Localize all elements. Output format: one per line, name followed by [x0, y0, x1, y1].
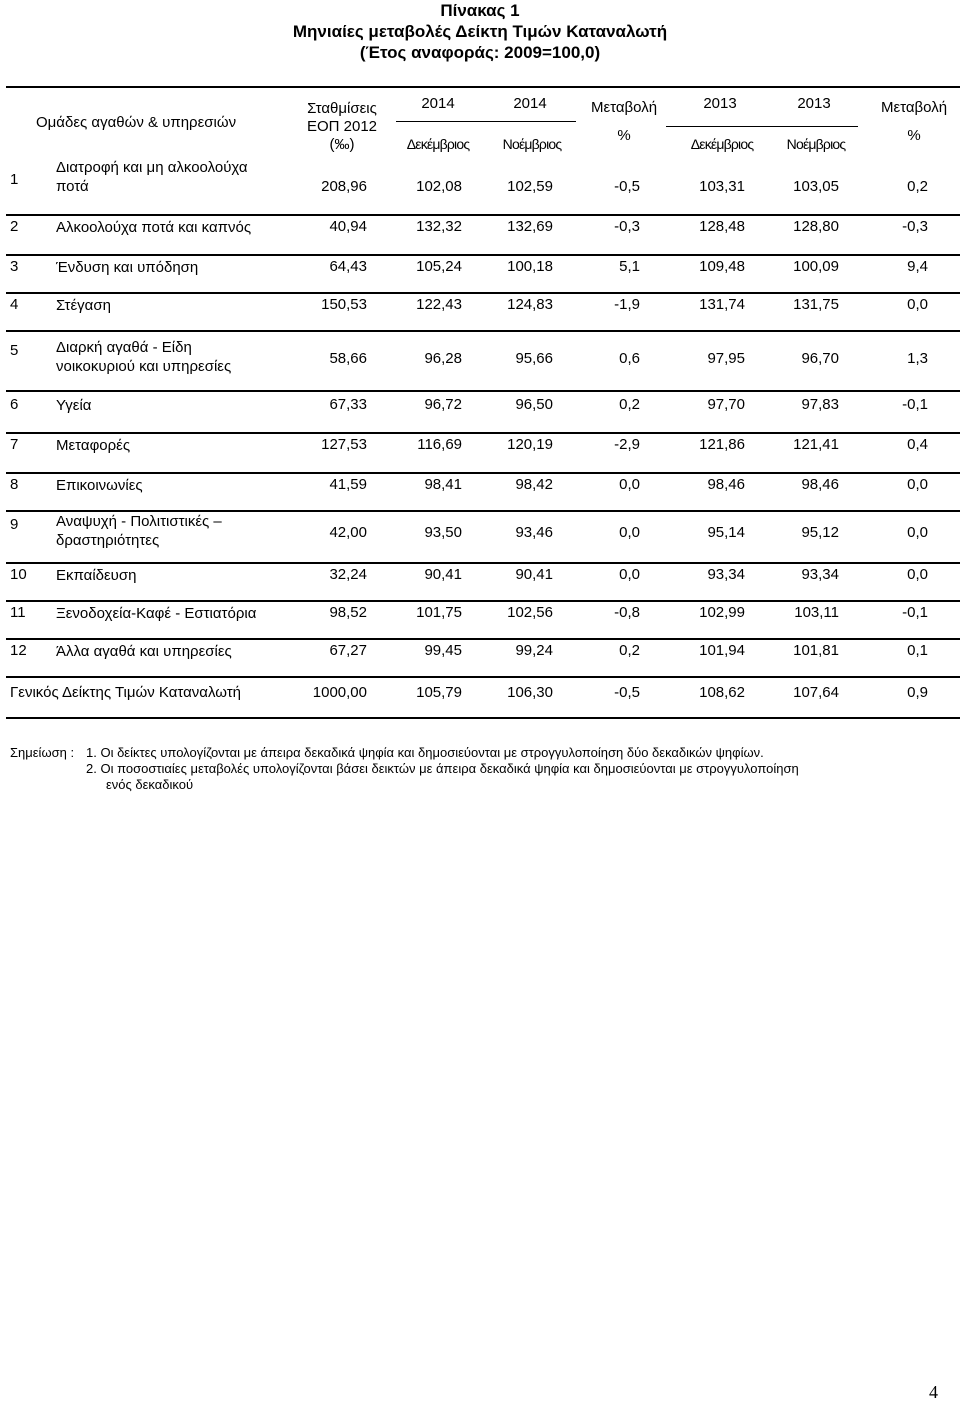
- cell-nov14: 102,56: [507, 604, 553, 621]
- table-row: [0, 340, 960, 380]
- cell-ch13: -0,1: [902, 604, 928, 621]
- cell-nov14: 95,66: [515, 350, 553, 367]
- row-label-cont: ποτά: [56, 178, 89, 195]
- header-change-2: Μεταβολή: [880, 99, 948, 116]
- header-groups: Ομάδες αγαθών & υπηρεσιών: [36, 114, 237, 131]
- note-2-cont: ενός δεκαδικού: [106, 777, 194, 792]
- cell-dec14: 122,43: [416, 296, 462, 313]
- cell-ch13: 0,2: [907, 178, 928, 195]
- cell-dec14: 105,24: [416, 258, 462, 275]
- cell-w: 64,43: [329, 258, 367, 275]
- header-pct-1: %: [617, 127, 631, 144]
- cell-ch14: 0,2: [619, 396, 640, 413]
- header-month-dec-2013: Δεκέμβριος: [690, 136, 754, 152]
- row-label: Εκπαίδευση: [56, 567, 137, 584]
- cell-w: 67,27: [329, 642, 367, 659]
- row-label: Επικοινωνίες: [56, 477, 143, 494]
- row-number: 6: [10, 396, 19, 413]
- cell-ch14: 0,2: [619, 642, 640, 659]
- cell-nov14: 100,18: [507, 258, 553, 275]
- cell-nov13: 96,70: [801, 350, 839, 367]
- cell-ch14: -0,8: [614, 604, 640, 621]
- cell-w: 67,33: [329, 396, 367, 413]
- cell-ch13: -0,3: [902, 218, 928, 235]
- row-divider: [6, 717, 960, 719]
- table-row: [0, 258, 960, 278]
- cell-ch14: 0,0: [619, 566, 640, 583]
- note-1: 1. Οι δείκτες υπολογίζονται με άπειρα δεκαδικά ψηφία και δημοσιεύονται με στρογγυλοποίηση δύο δεκαδικών ψηφίων.: [86, 745, 764, 760]
- cell-nov13: 121,41: [793, 436, 839, 453]
- page-number: 4: [929, 1382, 938, 1402]
- table-row: [0, 514, 960, 554]
- cell-dec14: 99,45: [424, 642, 462, 659]
- cell-ch13: 0,0: [907, 476, 928, 493]
- row-label: Υγεία: [56, 397, 92, 414]
- total-cell-dec13: 108,62: [699, 684, 745, 701]
- cell-dec13: 97,70: [707, 396, 745, 413]
- header-year-2014-nov: 2014: [513, 95, 547, 112]
- cell-ch14: 0,6: [619, 350, 640, 367]
- cell-nov13: 103,05: [793, 178, 839, 195]
- cell-dec14: 101,75: [416, 604, 462, 621]
- cell-w: 58,66: [329, 350, 367, 367]
- cell-w: 32,24: [329, 566, 367, 583]
- cell-nov14: 96,50: [515, 396, 553, 413]
- cell-dec13: 102,99: [699, 604, 745, 621]
- cell-dec13: 97,95: [707, 350, 745, 367]
- row-number: 1: [10, 171, 19, 188]
- cell-nov13: 93,34: [801, 566, 839, 583]
- cell-nov14: 124,83: [507, 296, 553, 313]
- cell-w: 98,52: [329, 604, 367, 621]
- table-row: [0, 604, 960, 624]
- row-divider: [6, 472, 960, 474]
- table-row: [0, 566, 960, 586]
- table-row: [0, 476, 960, 496]
- cell-ch14: 0,0: [619, 524, 640, 541]
- cell-nov13: 103,11: [794, 604, 839, 621]
- cell-w: 41,59: [329, 476, 367, 493]
- cell-dec13: 101,94: [699, 642, 745, 659]
- row-label: Μεταφορές: [56, 437, 131, 454]
- cell-dec14: 96,28: [424, 350, 462, 367]
- row-number: 9: [10, 516, 19, 533]
- cell-nov13: 131,75: [793, 296, 839, 313]
- total-row: [0, 684, 960, 704]
- cell-nov14: 132,69: [507, 218, 553, 235]
- row-divider: [6, 432, 960, 434]
- header-pct-2: %: [907, 127, 921, 144]
- row-label: Ένδυση και υπόδηση: [56, 259, 199, 276]
- cell-nov13: 100,09: [793, 258, 839, 275]
- total-cell-ch14: -0,5: [614, 684, 640, 701]
- row-label-cont: δραστηριότητες: [56, 532, 160, 549]
- cell-dec13: 128,48: [699, 218, 745, 235]
- header-top-rule: [6, 86, 960, 88]
- row-label: Άλλα αγαθά και υπηρεσίες: [56, 643, 232, 660]
- row-number: 5: [10, 342, 19, 359]
- cell-dec13: 131,74: [699, 296, 745, 313]
- header-2013-underline: [666, 126, 858, 127]
- cell-dec14: 102,08: [416, 178, 462, 195]
- total-label: Γενικός Δείκτης Τιμών Καταναλωτή: [10, 684, 241, 701]
- cell-nov14: 90,41: [515, 566, 553, 583]
- cell-dec13: 95,14: [707, 524, 745, 541]
- table-row: [0, 160, 960, 210]
- row-number: 2: [10, 218, 19, 235]
- row-divider: [6, 390, 960, 392]
- total-cell-nov14: 106,30: [507, 684, 553, 701]
- row-divider: [6, 510, 960, 512]
- row-divider: [6, 676, 960, 678]
- row-divider: [6, 638, 960, 640]
- cell-w: 150,53: [321, 296, 367, 313]
- cell-ch14: -0,3: [614, 218, 640, 235]
- header-year-2014-dec: 2014: [421, 95, 455, 112]
- cell-dec14: 98,41: [424, 476, 462, 493]
- cell-dec13: 103,31: [699, 178, 745, 195]
- cell-dec14: 96,72: [424, 396, 462, 413]
- cell-nov13: 128,80: [793, 218, 839, 235]
- row-number: 10: [10, 566, 27, 583]
- cell-nov14: 120,19: [507, 436, 553, 453]
- row-number: 11: [10, 604, 26, 621]
- cell-ch14: -2,9: [614, 436, 640, 453]
- note-prefix: Σημείωση :: [10, 745, 75, 760]
- table-row: [0, 642, 960, 662]
- row-number: 12: [10, 642, 27, 659]
- cell-nov14: 98,42: [515, 476, 553, 493]
- row-divider: [6, 600, 960, 602]
- cell-nov13: 98,46: [801, 476, 839, 493]
- row-label: Αλκοολούχα ποτά και καπνός: [56, 219, 252, 236]
- note-2: 2. Οι ποσοστιαίες μεταβολές υπολογίζονται βάσει δεικτών με άπειρα δεκαδικά ψηφία και δημοσιεύονται με στρογγυλοποίηση: [86, 761, 799, 776]
- cell-dec13: 109,48: [699, 258, 745, 275]
- cell-ch14: 0,0: [619, 476, 640, 493]
- cell-w: 42,00: [329, 524, 367, 541]
- cell-w: 127,53: [321, 436, 367, 453]
- cell-ch13: 0,0: [907, 524, 928, 541]
- header-year-2013-nov: 2013: [797, 95, 831, 112]
- cell-nov14: 99,24: [515, 642, 553, 659]
- row-divider: [6, 214, 960, 216]
- table-row: [0, 218, 960, 238]
- cell-dec13: 93,34: [707, 566, 745, 583]
- cell-dec14: 116,69: [417, 436, 462, 453]
- cell-ch13: 0,0: [907, 296, 928, 313]
- reference-year: (Έτος αναφοράς: 2009=100,0): [359, 43, 601, 62]
- row-divider: [6, 330, 960, 332]
- cell-ch14: -1,9: [614, 296, 640, 313]
- cell-ch13: 0,1: [907, 642, 928, 659]
- cell-nov14: 102,59: [507, 178, 553, 195]
- table-subtitle: Μηνιαίες μεταβολές Δείκτη Τιμών Καταναλωτή: [292, 22, 668, 41]
- header-weights-2: ΕΟΠ 2012: [306, 118, 378, 135]
- row-label: Ξενοδοχεία-Καφέ - Εστιατόρια: [56, 605, 257, 622]
- row-divider: [6, 292, 960, 294]
- header-year-2013-dec: 2013: [703, 95, 737, 112]
- row-label-cont: νοικοκυριού και υπηρεσίες: [56, 358, 232, 375]
- row-label: Αναψυχή - Πολιτιστικές –: [56, 513, 222, 530]
- row-number: 7: [10, 436, 19, 453]
- total-cell-ch13: 0,9: [907, 684, 928, 701]
- cell-ch13: 0,4: [907, 436, 928, 453]
- cell-ch14: 5,1: [619, 258, 640, 275]
- row-number: 3: [10, 258, 19, 275]
- cell-dec14: 132,32: [416, 218, 462, 235]
- cell-dec13: 121,86: [699, 436, 745, 453]
- cell-ch14: -0,5: [614, 178, 640, 195]
- header-weights-1: Σταθμίσεις: [307, 100, 377, 117]
- cell-ch13: 9,4: [907, 258, 928, 275]
- row-label: Διαρκή αγαθά - Είδη: [56, 339, 192, 356]
- row-number: 8: [10, 476, 19, 493]
- table-row: [0, 296, 960, 316]
- total-cell-w: 1000,00: [312, 684, 367, 701]
- total-cell-dec14: 105,79: [416, 684, 462, 701]
- cell-dec14: 90,41: [424, 566, 462, 583]
- header-2014-underline: [396, 121, 576, 122]
- row-label: Στέγαση: [56, 297, 111, 314]
- cell-nov14: 93,46: [515, 524, 553, 541]
- row-number: 4: [10, 296, 19, 313]
- cell-nov13: 97,83: [801, 396, 839, 413]
- cell-dec14: 93,50: [424, 524, 462, 541]
- header-month-nov-2014: Νοέμβριος: [502, 136, 562, 152]
- header-month-dec-2014: Δεκέμβριος: [406, 136, 470, 152]
- total-cell-nov13: 107,64: [793, 684, 839, 701]
- cell-w: 40,94: [329, 218, 367, 235]
- row-label: Διατροφή και μη αλκοολούχα: [56, 159, 248, 176]
- header-change-1: Μεταβολή: [590, 99, 658, 116]
- cell-ch13: -0,1: [902, 396, 928, 413]
- cell-nov13: 101,81: [793, 642, 839, 659]
- header-weights-3: (‰): [329, 136, 355, 153]
- table-title: Πίνακας 1: [440, 1, 520, 20]
- cell-nov13: 95,12: [801, 524, 839, 541]
- cell-w: 208,96: [321, 178, 367, 195]
- table-row: [0, 396, 960, 416]
- header-month-nov-2013: Νοέμβριος: [786, 136, 846, 152]
- cell-ch13: 0,0: [907, 566, 928, 583]
- cell-ch13: 1,3: [907, 350, 928, 367]
- table-row: [0, 436, 960, 456]
- cell-dec13: 98,46: [707, 476, 745, 493]
- row-divider: [6, 562, 960, 564]
- row-divider: [6, 254, 960, 256]
